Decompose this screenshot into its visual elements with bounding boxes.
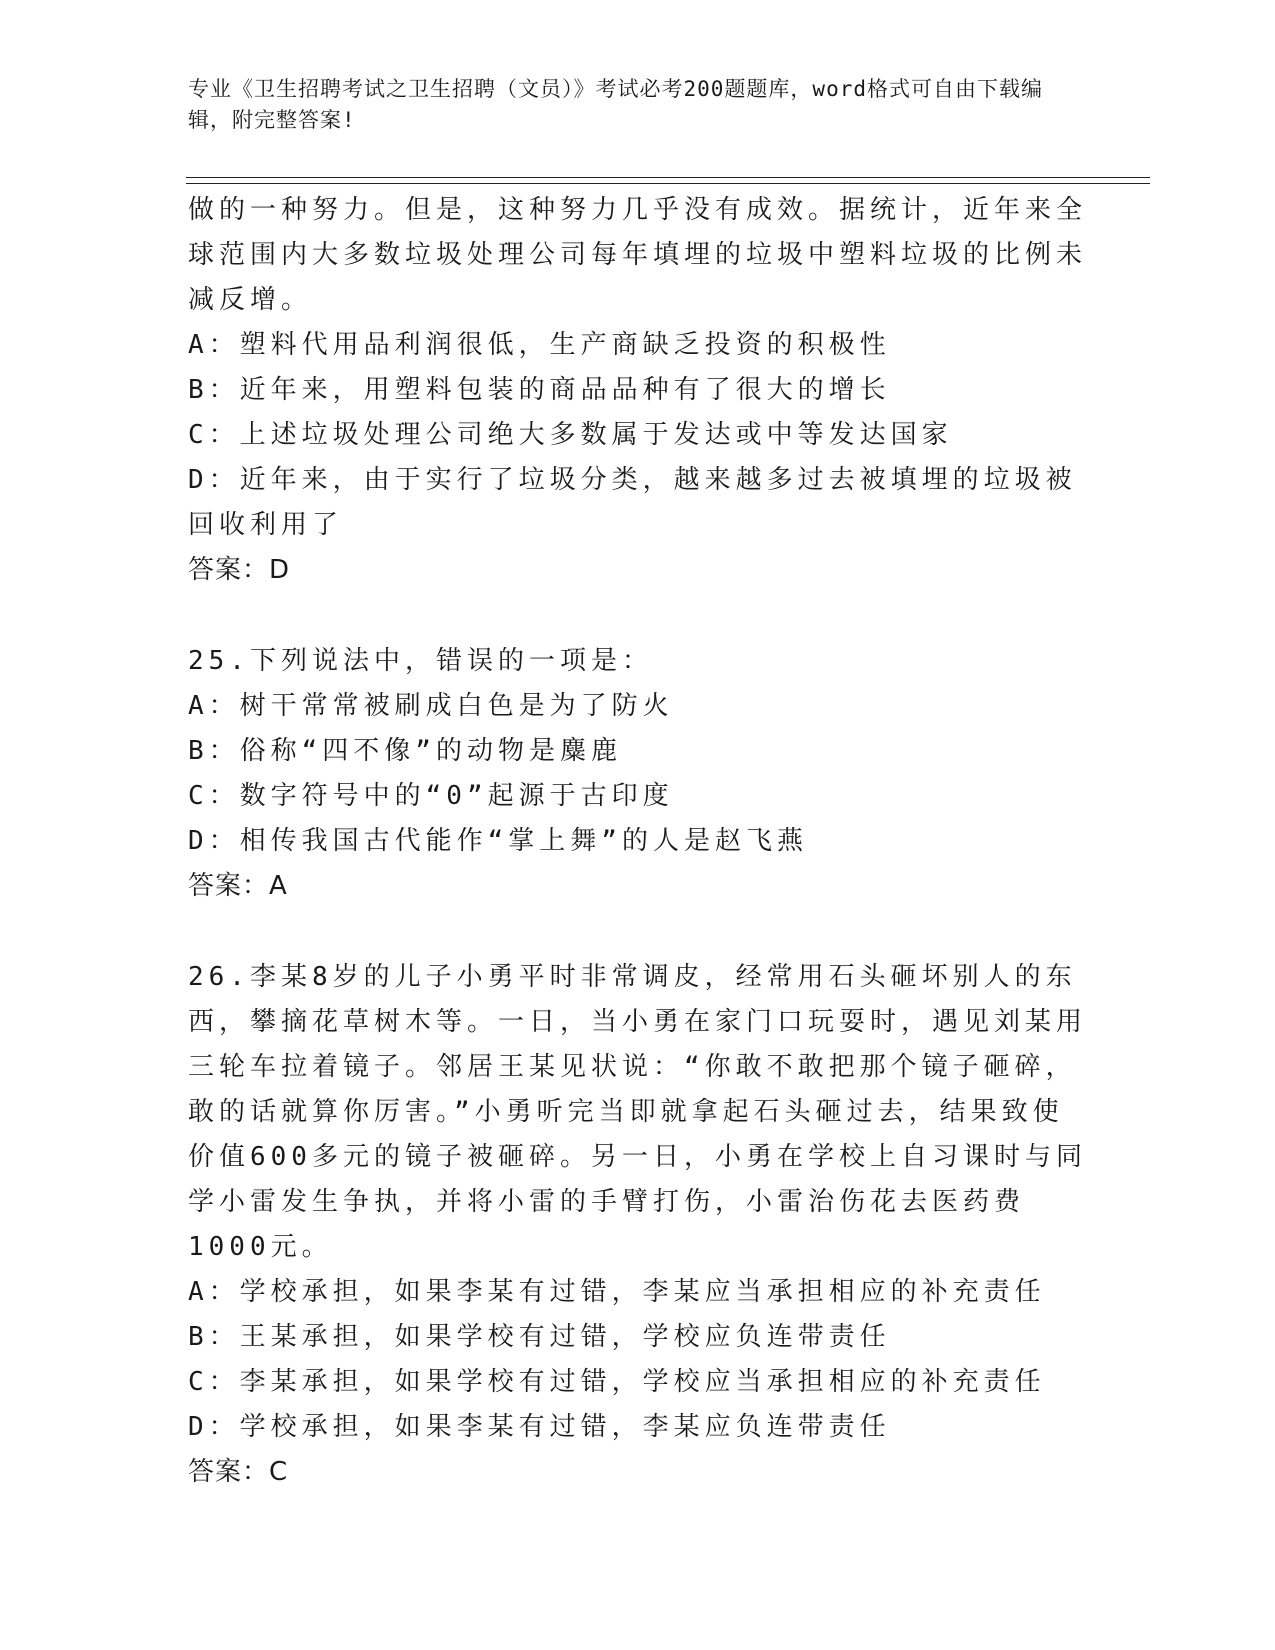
option-d: D：近年来，由于实行了垃圾分类，越来越多过去被填埋的垃圾被回收利用了 (188, 465, 1077, 540)
question-stem: 做的一种努力。但是，这种努力几乎没有成效。据统计，近年来全球范围内大多数垃圾处理公司每年填埋的垃圾中塑料垃圾的比例未减反增。 (188, 195, 1088, 315)
question-continued (188, 188, 1088, 593)
option-d: D：相传我国古代能作“掌上舞”的人是赵飞燕 (188, 826, 808, 856)
answer-line: 答案：D (188, 555, 291, 585)
question-stem: 25.下列说法中，错误的一项是： (188, 646, 653, 676)
option-a: A：塑料代用品利润很低，生产商缺乏投资的积极性 (188, 330, 891, 360)
option-b: B：俗称“四不像”的动物是麋鹿 (188, 736, 622, 766)
question-26 (188, 955, 1088, 1495)
question-25 (188, 639, 1088, 909)
option-a: A：学校承担，如果李某有过错，李某应当承担相应的补充责任 (188, 1277, 1046, 1307)
question-stem: 26.李某8岁的儿子小勇平时非常调皮，经常用石头砸坏别人的东西，攀摘花草树木等。一日，当小勇在家门口玩耍时，遇见刘某用三轮车拉着镜子。邻居王某见状说：“你敢不敢把那个镜子砸碎，敢的话就算你厉害。”小勇听完当即就拿起石头砸过去，结果致使价值600多元的镜子被砸碎。另一日，小勇在学校上自习课时与同学小雷发生争执，并将小雷的手臂打伤，小雷治伤花去医药费1000元。 (188, 962, 1088, 1262)
option-d: D：学校承担，如果李某有过错，李某应负连带责任 (188, 1412, 891, 1442)
option-b: B：王某承担，如果学校有过错，学校应负连带责任 (188, 1322, 891, 1352)
page-header: 专业《卫生招聘考试之卫生招聘（文员）》考试必考200题题库，word格式可自由下载编辑，附完整答案! (188, 77, 1043, 132)
answer-line: 答案：A (188, 871, 288, 901)
option-c: C：上述垃圾处理公司绝大多数属于发达或中等发达国家 (188, 420, 953, 450)
option-c: C：数字符号中的“0”起源于古印度 (188, 781, 674, 811)
option-c: C：李某承担，如果学校有过错，学校应当承担相应的补充责任 (188, 1367, 1046, 1397)
option-b: B：近年来，用塑料包装的商品品种有了很大的增长 (188, 375, 891, 405)
answer-line: 答案：C (188, 1457, 289, 1487)
document-body (188, 188, 1088, 1495)
header-divider (186, 177, 1150, 184)
option-a: A：树干常常被刷成白色是为了防火 (188, 691, 674, 721)
